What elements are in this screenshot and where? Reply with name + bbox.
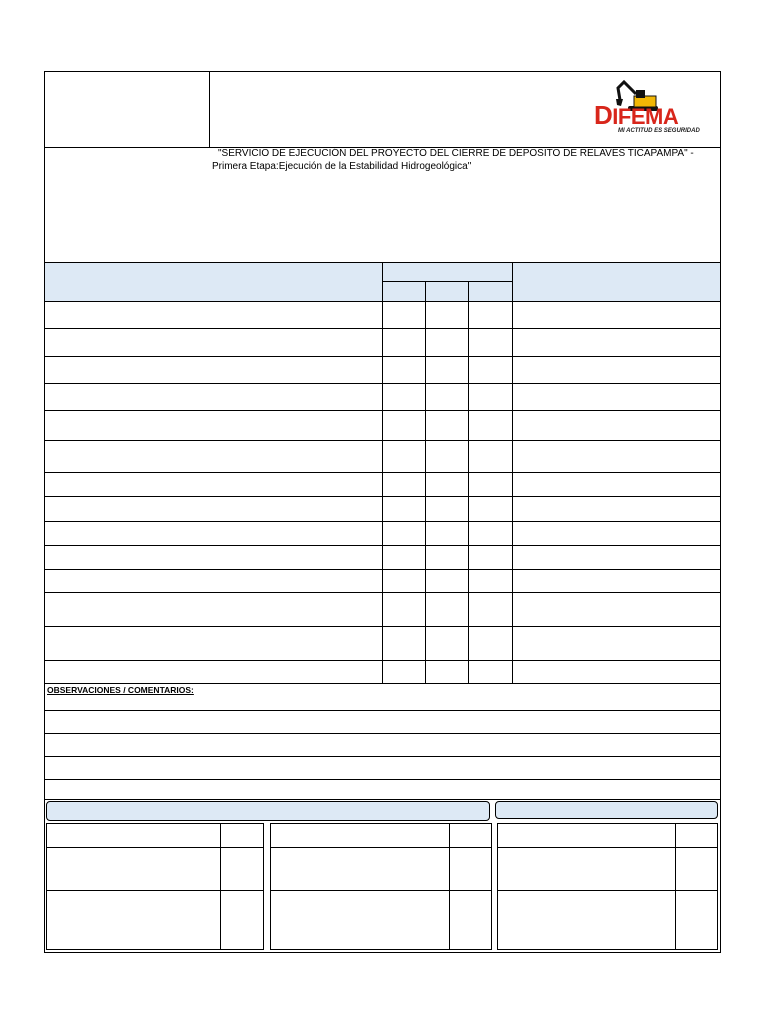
project-title: "SERVICIO DE EJECUCIÓN DEL PROYECTO DEL CIERRE DE DEPOSITO DE RELAVES TICAPAMPA" - Primera Etapa:Ejecución de la Estabilidad Hidrogeológica" — [212, 148, 694, 172]
table-row — [44, 545, 721, 546]
observations-label: OBSERVACIONES / COMENTARIOS: — [47, 685, 194, 695]
table-row — [44, 683, 721, 684]
table-row — [44, 592, 721, 593]
observation-line — [44, 779, 721, 780]
header-logo-divider — [209, 72, 210, 147]
observation-line — [44, 756, 721, 757]
table-row — [44, 521, 721, 522]
table-row — [44, 328, 721, 329]
signature-block-1 — [46, 823, 264, 950]
logo-wordmark: DIFEMA — [594, 100, 679, 130]
checklist-subheader-rule — [382, 281, 512, 282]
observation-line — [44, 733, 721, 734]
signature-block-3 — [497, 823, 718, 950]
table-row — [44, 626, 721, 627]
table-row — [44, 356, 721, 357]
logo-tagline: MI ACTITUD ES SEGURIDAD — [618, 128, 700, 134]
observation-line — [44, 710, 721, 711]
table-row — [44, 660, 721, 661]
signature-block-2 — [270, 823, 492, 950]
col-divider-3 — [468, 281, 469, 683]
signature-header-left — [46, 801, 490, 821]
table-row — [44, 569, 721, 570]
table-row — [44, 496, 721, 497]
table-row — [44, 472, 721, 473]
table-row — [44, 383, 721, 384]
signature-header-right — [495, 801, 718, 819]
table-row — [44, 440, 721, 441]
observation-line — [44, 799, 721, 800]
col-divider-2 — [425, 281, 426, 683]
difema-logo — [590, 78, 705, 138]
table-row — [44, 410, 721, 411]
